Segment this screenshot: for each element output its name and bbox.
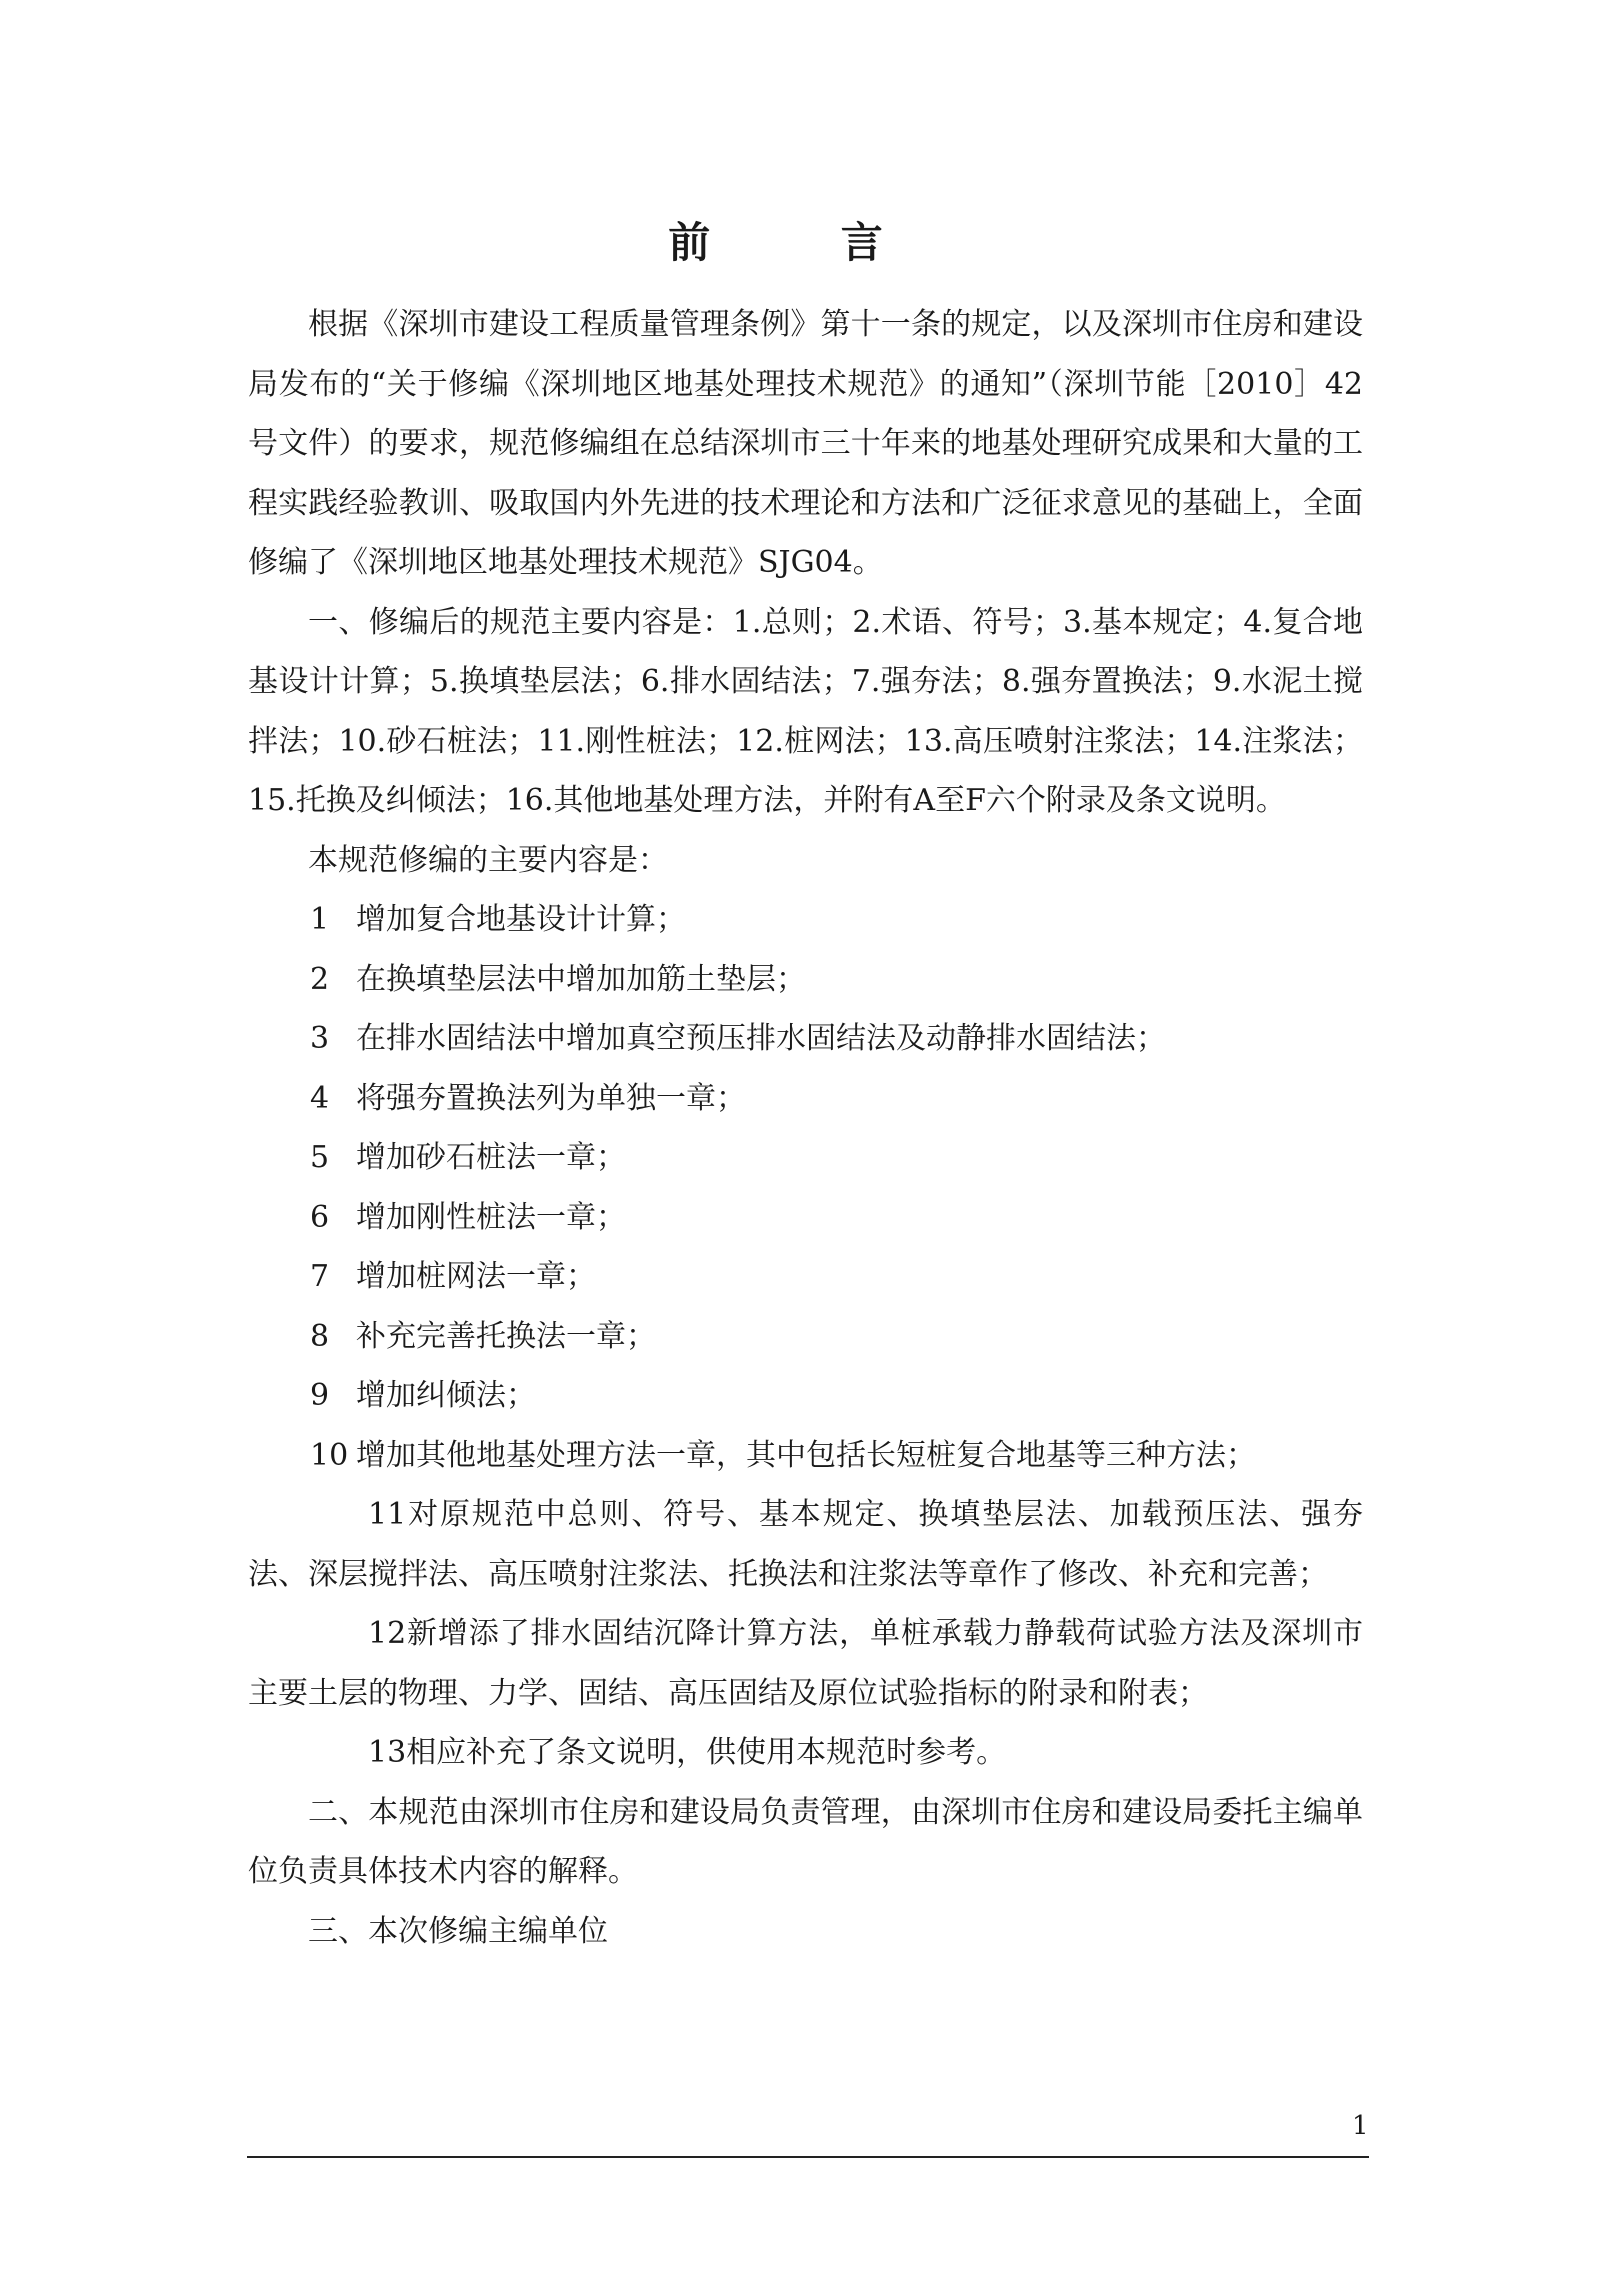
revision-item-text: 增加其他地基处理方法一章，其中包括长短桩复合地基等三种方法；: [356, 1437, 1256, 1473]
revision-item-7: [248, 1247, 1363, 1307]
revision-item-8: [248, 1307, 1363, 1367]
revision-item-11: [248, 1485, 1363, 1604]
revision-item-12: [248, 1604, 1363, 1723]
revision-item-number: 4: [310, 1080, 330, 1116]
revision-item-2: [248, 950, 1363, 1010]
revision-item-text: 将强夯置换法列为单独一章；: [356, 1080, 746, 1116]
revision-item-13: [248, 1723, 1363, 1783]
revision-item-number: 10: [310, 1437, 349, 1473]
revision-item-6: [248, 1188, 1363, 1248]
revision-item-number: 9: [310, 1378, 330, 1413]
revision-item-9: [248, 1366, 1363, 1426]
revision-item-number: 1: [310, 902, 330, 937]
revision-item-text: 补充完善托换法一章；: [356, 1318, 656, 1354]
revision-item-text: 对原规范中总则、符号、基本规定、换填垫层法、加载预压法、强夯法、深层搅拌法、高压喷射注浆法、托换法和注浆法等章作了修改、补充和完善；: [248, 1497, 1363, 1592]
intro-paragraph: 根据《深圳市建设工程质量管理条例》第十一条的规定，以及深圳市住房和建设局发布的“关于修编《深圳地区地基处理技术规范》的通知”（深圳节能［2010］42号文件）的要求，规范修编组在总结深圳市三十年来的地基处理研究成果和大量的工程实践经验教训、吸取国内外先进的技术理论和方法和广泛征求意见的基础上，全面修编了《深圳地区地基处理技术规范》SJG04。: [248, 307, 1363, 580]
revision-item-10: [248, 1426, 1363, 1486]
chief-editor-heading: 三、本次修编主编单位: [308, 1913, 608, 1949]
page-number: 1: [1352, 2111, 1369, 2141]
revision-item-text: 新增添了排水固结沉降计算方法，单桩承载力静载荷试验方法及深圳市主要土层的物理、力学、固结、高压固结及原位试验指标的附录和附表；: [248, 1616, 1363, 1711]
revision-item-number: 8: [310, 1318, 330, 1354]
revision-item-number: 6: [310, 1199, 330, 1235]
revision-item-text: 增加复合地基设计计算；: [356, 902, 686, 937]
revision-item-number: 11: [368, 1497, 407, 1532]
revision-item-number: 13: [368, 1735, 407, 1770]
revision-item-3: [248, 1009, 1363, 1069]
footer-rule: [247, 2156, 1369, 2158]
revision-intro: 本规范修编的主要内容是：: [308, 842, 668, 878]
revision-item-number: 5: [310, 1140, 330, 1175]
revision-item-number: 3: [310, 1021, 330, 1056]
revision-item-5: [248, 1128, 1363, 1188]
document-body: [248, 295, 1363, 1961]
revision-item-4: [248, 1069, 1363, 1129]
revision-item-number: 7: [310, 1259, 330, 1294]
contents-paragraph: 一、修编后的规范主要内容是：1.总则；2.术语、符号；3.基本规定；4.复合地基设计计算；5.换填垫层法；6.排水固结法；7.强夯法；8.强夯置换法；9.水泥土搅拌法；10.砂石桩法；11.刚性桩法；12.桩网法；13.高压喷射注浆法；14.注浆法；15.托换及纠倾法；16.其他地基处理方法，并附有A至F六个附录及条文说明。: [248, 604, 1363, 818]
revision-item-text: 在排水固结法中增加真空预压排水固结法及动静排水固结法；: [356, 1021, 1166, 1056]
page-title: 前 言: [668, 218, 941, 267]
revision-item-text: 相应补充了条文说明，供使用本规范时参考。: [406, 1735, 1007, 1770]
management-paragraph: 二、本规范由深圳市住房和建设局负责管理，由深圳市住房和建设局委托主编单位负责具体技术内容的解释。: [248, 1794, 1363, 1889]
revision-item-text: 在换填垫层法中增加加筋土垫层；: [356, 961, 806, 997]
revision-item-1: [248, 890, 1363, 950]
revision-item-text: 增加砂石桩法一章；: [356, 1140, 626, 1175]
revision-item-text: 增加刚性桩法一章；: [356, 1199, 626, 1235]
revision-item-number: 12: [368, 1616, 407, 1651]
revision-item-text: 增加桩网法一章；: [356, 1259, 596, 1294]
revision-item-number: 2: [310, 961, 330, 997]
revision-item-text: 增加纠倾法；: [356, 1378, 536, 1413]
